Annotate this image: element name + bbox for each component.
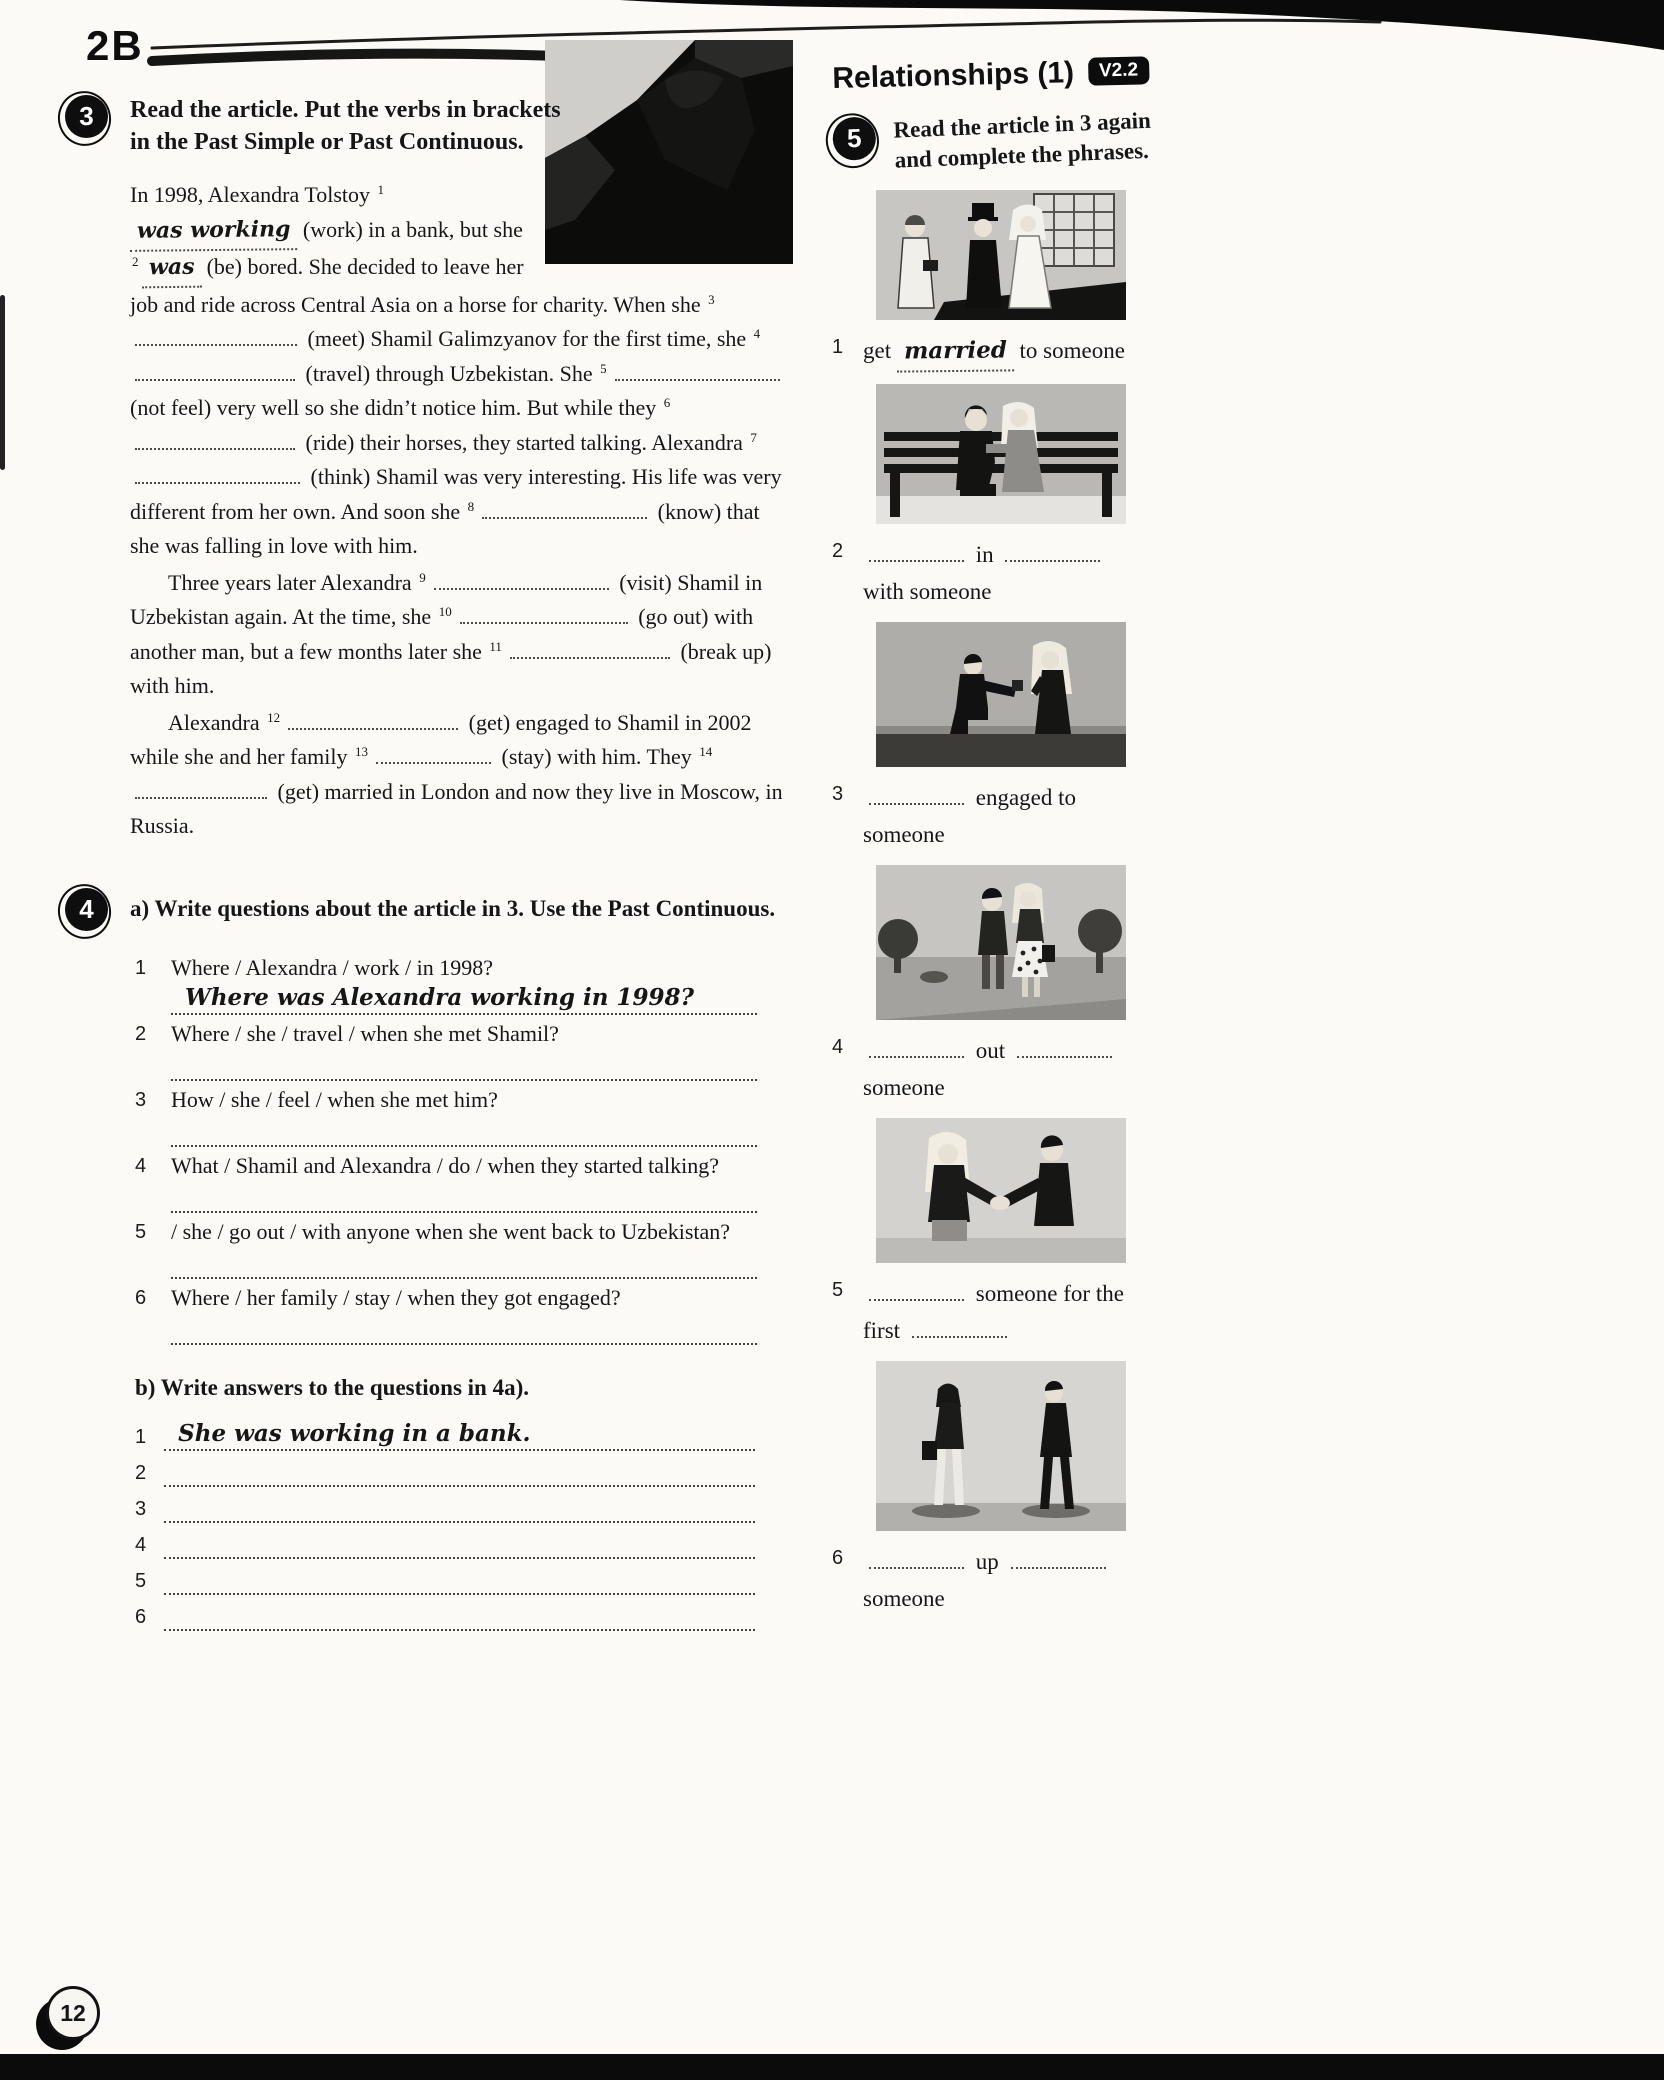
blank-reference-number: 9 [419, 569, 426, 585]
answer-blank [869, 1557, 964, 1569]
phrase-row [832, 1275, 1184, 1349]
question-number: 4 [135, 1154, 147, 1177]
phrase-row [832, 779, 1184, 853]
unit-label: 2B [86, 22, 144, 69]
exercise3-number-badge [65, 95, 108, 138]
question-body [171, 1285, 757, 1345]
couple-going-out-illustration [876, 865, 1126, 1020]
answer-row [135, 1559, 755, 1595]
answer-row [135, 1451, 755, 1487]
bottom-edge-bar [0, 2054, 1664, 2080]
answer-blank [869, 1046, 964, 1058]
page-number-badge [46, 1986, 100, 2040]
illustration-panel [876, 190, 1126, 320]
question-prompt: Where / Alexandra / work / in 1998? [171, 954, 493, 980]
blank-reference-number: 2 [132, 254, 139, 270]
illustration-panel [876, 865, 1126, 1020]
answer-row [135, 1415, 755, 1451]
answer-blank [135, 333, 297, 346]
answer-blank [288, 717, 458, 730]
answer-row [135, 1487, 755, 1523]
exercise3-number: 3 [79, 101, 94, 131]
blank-reference-number: 10 [438, 604, 452, 620]
page-number: 12 [60, 1999, 86, 2026]
exercise5-instruction: Read the article in 3 again and complete the phrases. [893, 107, 1152, 173]
phrase-item [832, 865, 1184, 1106]
article-paragraph-3: Alexandra $^{12}$ (get) engaged to Shamil in 2002 while she and her family $^{13}$ (stay) with him. They $^{14}$ (get) married in London and now they live in Moscow, in Russia. [130, 709, 783, 839]
breaking-up-illustration [876, 1361, 1126, 1531]
answer-line [171, 981, 757, 1015]
answer-line [164, 1523, 755, 1559]
answer-blank [135, 368, 295, 381]
wedding-ceremony-illustration [876, 190, 1126, 320]
illustration-panel [876, 622, 1126, 767]
question-number: 5 [135, 1220, 147, 1243]
answer-list [135, 1415, 755, 1631]
answer-number: 2 [135, 1461, 147, 1484]
relationships-header [832, 53, 1185, 96]
vocabulary-badge: V2.2 [1088, 56, 1150, 85]
exercise4a-instruction: a) Write questions about the article in 3. Use the Past Continuous. [130, 896, 776, 922]
answer-blank [1011, 1557, 1106, 1569]
exercise5-number-badge [832, 116, 877, 161]
phrase-row [832, 1032, 1184, 1106]
handwritten-fill: was working [130, 212, 298, 251]
answer-number: 3 [135, 1497, 147, 1520]
answer-blank [912, 1326, 1007, 1338]
question-item [135, 1087, 757, 1147]
exercise5-header [832, 104, 1186, 177]
phrase-text: get married to someone [863, 332, 1131, 372]
handwritten-answer: She was working in a bank. [178, 1419, 531, 1447]
photo-text-wrap-spacer [537, 178, 790, 270]
article-paragraph-1: In 1998, Alexandra Tolstoy $^1$was working (work) in a bank, but she $^2$ was (be) bored. She decided to leave her job and ride across Central Asia on a horse for charity. When she $^3$ (meet) Shamil Galimzyanov for the first time, she $^4$ (travel) through Uzbekistan. She $^5$ (not feel) very well so she didn’t notice him. But while they $^6$ (ride) their horses, they started talking. Alexandra $^7$ (think) Shamil was very interesting. His life was very different from her own. And soon she $^8$ (know) that she was falling in love with him. [130, 182, 782, 559]
phrase-text: engaged to someone [863, 784, 1077, 847]
blank-reference-number: 6 [663, 395, 671, 411]
handwritten-fill: married [897, 331, 1014, 372]
question-body [171, 1153, 757, 1213]
phrase-row [832, 1543, 1184, 1617]
answer-line [164, 1595, 755, 1631]
phrase-item [832, 384, 1184, 610]
question-item [135, 1021, 757, 1081]
answer-blank [135, 786, 267, 799]
answer-blank [1005, 550, 1100, 562]
answer-row [135, 1523, 755, 1559]
question-item [135, 955, 757, 1015]
marriage-proposal-illustration [876, 622, 1126, 767]
blank-reference-number: 11 [489, 638, 502, 654]
question-item [135, 1285, 757, 1345]
answer-line [171, 1245, 757, 1279]
question-item [135, 1219, 757, 1279]
phrase-text: in with someone [863, 536, 1131, 610]
answer-blank [460, 611, 628, 624]
illustration-panel [876, 1118, 1126, 1263]
answer-line [164, 1415, 755, 1451]
phrase-item [832, 1361, 1184, 1617]
phrase-row [832, 536, 1184, 610]
question-prompt: / she / go out / with anyone when she went back to Uzbekistan? [171, 1218, 731, 1244]
illustration-panel [876, 1361, 1126, 1531]
exercise4b-instruction: b) Write answers to the questions in 4a). [135, 1374, 529, 1400]
answer-number: 1 [135, 1425, 147, 1448]
answer-row [135, 1595, 755, 1631]
phrase-item [832, 622, 1184, 853]
answer-blank [510, 646, 670, 659]
answer-number: 6 [135, 1605, 147, 1628]
phrase-number: 5 [832, 1278, 844, 1301]
meeting-handshake-illustration [876, 1118, 1126, 1263]
exercise4-section [65, 888, 797, 1631]
article-paragraph-2: Three years later Alexandra $^9$ (visit) Shamil in Uzbekistan again. At the time, she $^{10}$ (go out) with another man, but a few months later she $^{11}$ (break up) with him. [130, 569, 772, 699]
question-prompt: Where / her family / stay / when they got engaged? [171, 1284, 621, 1310]
phrase-item [832, 190, 1184, 372]
phrase-number: 2 [832, 539, 844, 562]
answer-blank [482, 506, 647, 519]
blank-reference-number: 1 [377, 182, 385, 198]
blank-reference-number: 12 [267, 709, 281, 725]
exercise3-header [65, 95, 797, 158]
question-prompt: What / Shamil and Alexandra / do / when they started talking? [171, 1152, 720, 1178]
phrase-text: up someone [863, 1543, 1131, 1617]
answer-blank [376, 751, 491, 764]
question-number: 1 [135, 956, 147, 979]
answer-blank [135, 471, 300, 484]
phrase-number: 4 [832, 1035, 844, 1058]
illustration-panel [876, 384, 1126, 524]
answer-blank [135, 437, 295, 450]
phrase-number: 3 [832, 782, 844, 805]
exercise3-instruction: Read the article. Put the verbs in brackets in the Past Simple or Past Continuous. [130, 97, 561, 155]
answer-number: 5 [135, 1569, 147, 1592]
answer-blank [869, 550, 964, 562]
phrase-number: 1 [832, 335, 844, 358]
answer-blank [869, 1289, 964, 1301]
question-item [135, 1153, 757, 1213]
handwritten-fill: was [141, 250, 201, 288]
question-body [171, 955, 757, 1015]
blank-reference-number: 3 [708, 291, 715, 307]
blank-reference-number: 4 [753, 326, 761, 342]
left-column [65, 95, 797, 1631]
question-body [171, 1219, 757, 1279]
blank-reference-number: 13 [355, 744, 368, 760]
answer-number: 4 [135, 1533, 147, 1556]
answer-blank [434, 577, 609, 590]
phrase-item [832, 1118, 1184, 1349]
answer-line [164, 1487, 755, 1523]
exercise4-header [65, 888, 797, 931]
question-body [171, 1087, 757, 1147]
question-list [135, 955, 757, 1345]
blank-reference-number: 7 [750, 429, 757, 445]
article-text [130, 178, 790, 844]
question-body [171, 1021, 757, 1081]
answer-line [164, 1559, 755, 1595]
answer-blank [1017, 1046, 1112, 1058]
question-prompt: How / she / feel / when she met him? [171, 1086, 498, 1112]
answer-line [171, 1047, 757, 1081]
phrase-text: someone for the first [863, 1280, 1124, 1343]
question-number: 3 [135, 1088, 147, 1111]
phrase-text: out someone [863, 1032, 1131, 1106]
question-prompt: Where / she / travel / when she met Shamil? [171, 1020, 559, 1046]
blank-reference-number: 8 [467, 498, 475, 514]
question-number: 6 [135, 1286, 147, 1309]
exercise5-number: 5 [846, 122, 863, 154]
right-column [832, 56, 1184, 1617]
handwritten-answer: Where was Alexandra working in 1998? [185, 983, 694, 1011]
exercise4-number-badge [65, 888, 108, 931]
phrase-row [832, 332, 1184, 372]
relationships-title: Relationships (1) [832, 56, 1075, 95]
answer-blank [615, 368, 780, 381]
answer-line [171, 1113, 757, 1147]
exercise4-number: 4 [79, 893, 94, 924]
couple-on-bench-illustration [876, 384, 1126, 524]
phrase-number: 6 [832, 1546, 844, 1569]
answer-blank [869, 793, 964, 805]
question-number: 2 [135, 1022, 147, 1045]
scan-edge-mark [0, 295, 5, 470]
answer-line [171, 1311, 757, 1345]
blank-reference-number: 14 [699, 744, 713, 760]
answer-line [171, 1179, 757, 1213]
answer-line [164, 1451, 755, 1487]
blank-reference-number: 5 [600, 360, 607, 376]
